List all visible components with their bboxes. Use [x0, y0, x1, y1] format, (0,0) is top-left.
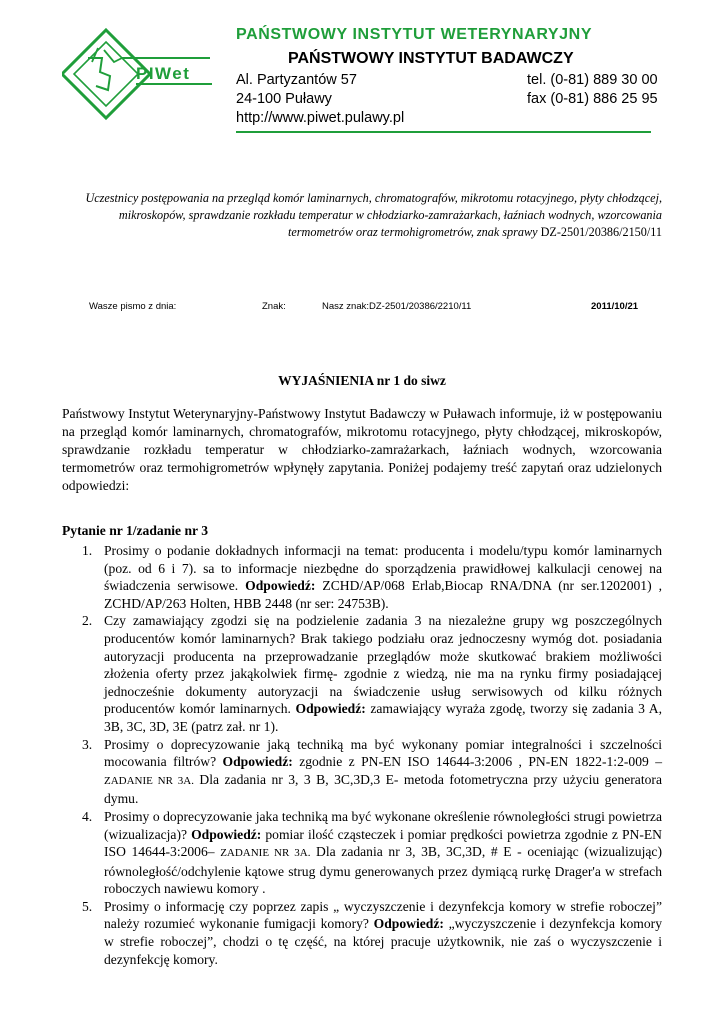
question-heading: Pytanie nr 1/zadanie nr 3 — [62, 523, 209, 538]
fax: fax (0-81) 886 25 95 — [527, 91, 658, 107]
letter-date: 2011/10/21 — [591, 301, 639, 312]
answer-label: Odpowiedź: — [373, 916, 444, 932]
case-number: DZ-2501/20386/2150/11 — [540, 225, 662, 239]
website[interactable]: http://www.piwet.pulawy.pl — [236, 110, 405, 126]
item-number: 4. — [82, 808, 93, 824]
item-number: 5. — [82, 898, 93, 914]
answer-label: Odpowiedź: — [222, 754, 293, 770]
institute-name: PAŃSTWOWY INSTYTUT WETERYNARYJNY — [236, 26, 593, 43]
answer-text: zamawiający wyraża zgodę, tworzy się zadania 3 A, 3B, 3C, 3D, 3E (patrz zał. nr 1). — [104, 701, 663, 734]
piwet-logo — [62, 28, 214, 132]
list-item — [62, 612, 662, 735]
address: Al. Partyzantów 57 — [236, 72, 357, 88]
answer-label: Odpowiedź: — [295, 701, 366, 717]
question-text: Prosimy o doprecyzowanie jaką techniką ma być wykonany pomiar integralności i szczelności mocowania filtrów? — [104, 736, 662, 770]
question-text: Prosimy o informację czy poprzez zapis „ wyczyszczenie i dezynfekcja komory w strefie roboczej” należy rozumieć wykonanie fumigacji komory? — [104, 898, 662, 932]
list-item — [62, 542, 662, 612]
answer-text-cont: Dla zadania nr 3, 3B, 3C,3D, # E - oceniając (wizualizując) równoległość/odchylenie kątowe strug dymu generowanych przez dymiącą rurkę Drager'a w strefach roboczych nawiewu komory . — [104, 844, 662, 897]
answer-label: Odpowiedź: — [191, 826, 262, 842]
intro-paragraph: Państwowy Instytut Weterynaryjny-Państwowy Instytut Badawczy w Puławach informuje, iż w postępowaniu na przegląd komór laminarnych, chromatografów, mikrotomu rotacyjnego, płyty chłodzącej, mikroskopów, sprawdzanie rozkładu temperatur w chłodziarko-zamrażarkach, łaźniach wodnych, wzorcowania termometrów oraz termohigrometrów wpłynęły zapytania. Poniżej podajemy treść zapytań oraz udzielonych odpowiedzi: — [62, 406, 662, 493]
item-number: 1. — [82, 543, 93, 558]
answer-text: pomiar ilość cząsteczek i pomiar prędkości powietrza zgodnie z PN-EN ISO 14644-3:2006– — [104, 826, 662, 860]
answer-label: Odpowiedź: — [245, 578, 316, 594]
task-ref: ZADANIE NR 3A. — [104, 774, 194, 787]
sign-label: Znak: — [262, 301, 286, 312]
recipients-text: Uczestnicy postępowania na przegląd komór laminarnych, chromatografów, mikrotomu rotacyjnego, płyty chłodzącej, mikroskopów, sprawdzanie rozkładu temperatur w chłodziarko-zamrażarkach, łaźniach wodnych, wzorcowania termometrów oraz termohigrometrów, znak sprawy — [85, 191, 662, 239]
list-item — [62, 808, 662, 898]
document-title: WYJAŚNIENIA nr 1 do siwz — [278, 373, 446, 388]
list-item — [62, 898, 662, 968]
our-sign: Nasz znak:DZ-2501/20386/2210/11 — [322, 301, 472, 312]
answer-text: „wyczyszczenie i dezynfekcja komory w strefie roboczej”, chodzi o tę część, na której pracuje użytkownik, nie zaś o wyczyszczenie i dezynfekcję komory. — [104, 916, 662, 967]
question-text: Czy zamawiający zgodzi się na podzielenie zadania 3 na niezależne grupy wg poszczególnych producentów komór laminarnych? Brak takiego podziału oraz jednoczesny wymóg dot. posiadania autoryzacji producenta na przeprowadzanie przeglądów może skutkować brakiem możliwości złożenia oferty przez jakąkolwiek firmę- zgodnie z wiedzą, nie ma na rynku firmy posiadającej jednocześnie dokumenty autoryzacji na świadczenie usług serwisowych od kilku różnych producentów komór laminarnych. — [104, 613, 662, 717]
recipients-block — [62, 190, 662, 241]
answer-text: ZCHD/AP/068 Erlab,Biocap RNA/DNA (nr ser.1202001) , ZCHD/AP/263 Holten, HBB 2448 (nr ser: 24753B). — [104, 578, 663, 611]
your-letter-label: Wasze pismo z dnia: — [89, 301, 177, 312]
answer-text-cont: Dla zadania nr 3, 3 B, 3C,3D,3 E- metoda fotometryczna przy użyciu generatora dymu. — [104, 771, 662, 807]
question-list — [62, 542, 662, 968]
item-number: 2. — [82, 613, 93, 629]
task-ref: ZADANIE NR 3A. — [220, 847, 311, 860]
phone: tel. (0-81) 889 30 00 — [527, 72, 658, 88]
city: 24-100 Puławy — [236, 91, 332, 107]
institute-subtitle: PAŃSTWOWY INSTYTUT BADAWCZY — [288, 50, 574, 67]
logo-text: PIWet — [136, 64, 191, 83]
answer-text: zgodnie z PN-EN ISO 14644-3:2006 , PN-EN 1822-1:2-009 – — [292, 754, 662, 770]
header-rule — [236, 131, 651, 133]
list-item — [62, 736, 662, 808]
question-text: Prosimy o doprecyzowanie jaka techniką ma być wykonane określenie równoległości strugi powietrza (wizualizacja)? — [104, 808, 662, 842]
item-number: 3. — [82, 736, 93, 752]
question-text: Prosimy o podanie dokładnych informacji na temat: producenta i modelu/typu komór laminarnych (poz. od 6 i 7). sa to informacje niezbędne do sporządzenia prawidłowej kalkulacji cenowej na świadczenia serwisowe. — [104, 543, 662, 594]
